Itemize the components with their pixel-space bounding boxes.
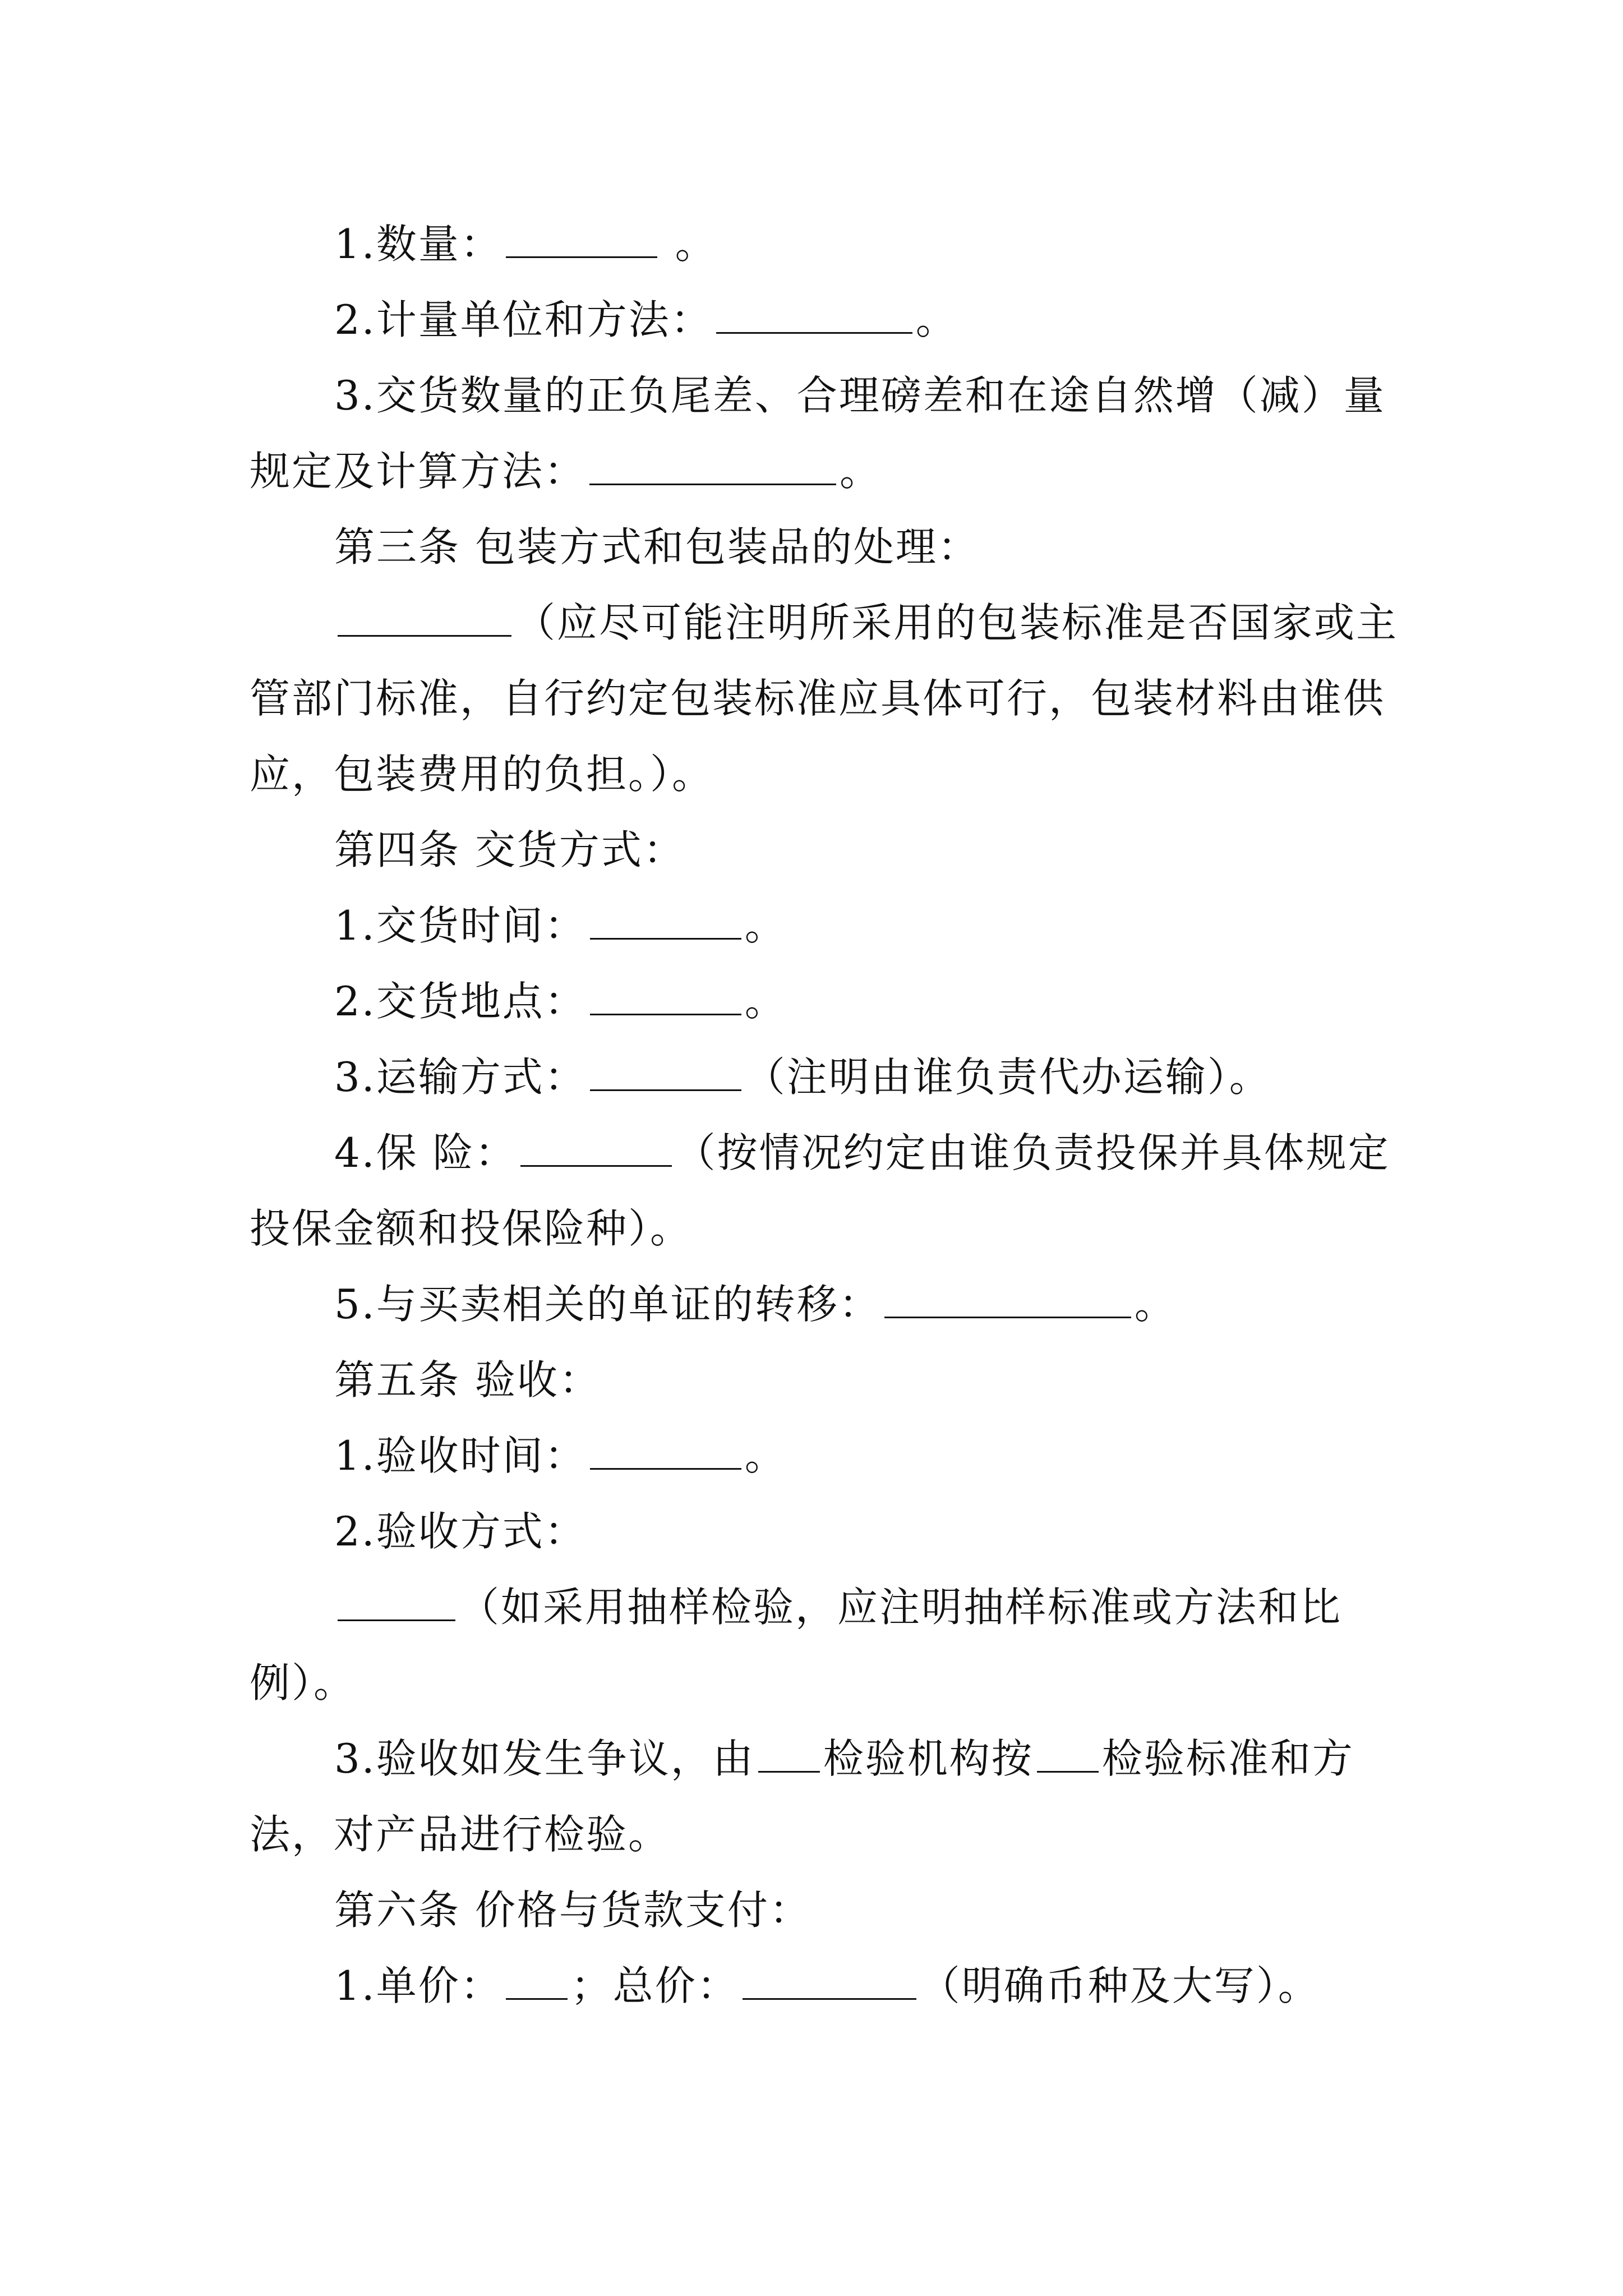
insurance-blank — [520, 1131, 672, 1167]
tolerance-line — [250, 358, 1402, 509]
delivery-place-label: 2.交货地点： — [334, 978, 587, 1025]
unit-price-blank — [506, 1964, 568, 2000]
delivery-place-blank — [590, 980, 741, 1015]
contract-body — [250, 206, 1402, 2024]
tolerance-end: 。 — [840, 448, 882, 495]
unit-method-label: 2.计量单位和方法： — [334, 296, 713, 343]
inspection-standard-blank — [1037, 1737, 1099, 1773]
inspection-time-blank — [590, 1434, 741, 1470]
section-4-title-text: 第四条 交货方式： — [334, 826, 685, 873]
inspection-method-body — [250, 1570, 1402, 1721]
total-price-blank — [743, 1964, 916, 2000]
section-6-title — [250, 1872, 1402, 1948]
insurance-end: （按情况约定由谁负责投保并具体规定投保金额和投保险种）。 — [250, 1129, 1390, 1252]
inspection-method-line — [250, 1494, 1402, 1570]
transport-blank — [590, 1056, 741, 1091]
transport-label: 3.运输方式： — [334, 1053, 587, 1101]
inspection-method-text: （如采用抽样检验，应注明抽样标准或方法和比例）。 — [250, 1584, 1343, 1706]
unit-method-end: 。 — [915, 296, 958, 343]
insurance-line — [250, 1115, 1402, 1267]
delivery-time-blank — [590, 904, 741, 940]
quantity-end: 。 — [660, 220, 717, 268]
inspection-time-line — [250, 1418, 1402, 1494]
inspection-method-label: 2.验收方式： — [334, 1508, 587, 1555]
packaging-blank — [338, 601, 511, 637]
transport-line — [250, 1039, 1402, 1115]
section-5-title-text: 第五条 验收： — [334, 1356, 601, 1404]
documents-transfer-blank — [884, 1283, 1131, 1318]
section-3-title — [250, 509, 1402, 585]
quantity-blank — [506, 223, 657, 258]
inspection-agency-blank — [758, 1737, 820, 1773]
quantity-label: 1.数量： — [334, 220, 502, 268]
section-5-title — [250, 1342, 1402, 1418]
delivery-place-end: 。 — [744, 978, 787, 1025]
section-4-title — [250, 812, 1402, 888]
delivery-time-end: 。 — [744, 902, 787, 949]
inspection-time-label: 1.验收时间： — [334, 1432, 587, 1479]
tolerance-label: 3.交货数量的正负尾差、合理磅差和在途自然增（减）量规定及计算方法： — [250, 372, 1386, 495]
total-price-label: ；总价： — [570, 1962, 739, 2009]
documents-transfer-end: 。 — [1134, 1281, 1177, 1328]
delivery-time-line — [250, 888, 1402, 964]
dispute-line — [250, 1721, 1402, 1872]
documents-transfer-line — [250, 1267, 1402, 1342]
dispute-text-b: 检验机构按 — [823, 1735, 1034, 1782]
inspection-method-blank — [338, 1586, 455, 1621]
dispute-text-c: 检验标准和方法，对产品进行检验。 — [250, 1735, 1354, 1858]
transport-end: （注明由谁负责代办运输）。 — [744, 1053, 1271, 1101]
dispute-text-a: 3.验收如发生争议，由 — [334, 1735, 755, 1782]
unit-method-line — [250, 282, 1402, 358]
delivery-time-label: 1.交货时间： — [334, 902, 587, 949]
delivery-place-line — [250, 964, 1402, 1039]
section-3-body — [250, 585, 1402, 812]
price-note: （明确币种及大写）。 — [919, 1962, 1320, 2009]
section-3-title-text: 第三条 包装方式和包装品的处理： — [334, 523, 980, 570]
quantity-line — [250, 206, 1402, 282]
unit-method-blank — [716, 298, 912, 334]
tolerance-blank — [589, 450, 836, 485]
unit-price-label: 1.单价： — [334, 1962, 502, 2009]
documents-transfer-label: 5.与买卖相关的单证的转移： — [334, 1281, 881, 1328]
section-3-body-text: （应尽可能注明所采用的包装标准是否国家或主管部门标准，自行约定包装标准应具体可行，包装材料由谁供应，包装费用的负担。）。 — [250, 599, 1399, 798]
price-line — [250, 1948, 1402, 2024]
section-6-title-text: 第六条 价格与货款支付： — [334, 1887, 811, 1934]
inspection-time-end: 。 — [744, 1432, 787, 1479]
insurance-label: 4.保 险： — [334, 1129, 517, 1176]
